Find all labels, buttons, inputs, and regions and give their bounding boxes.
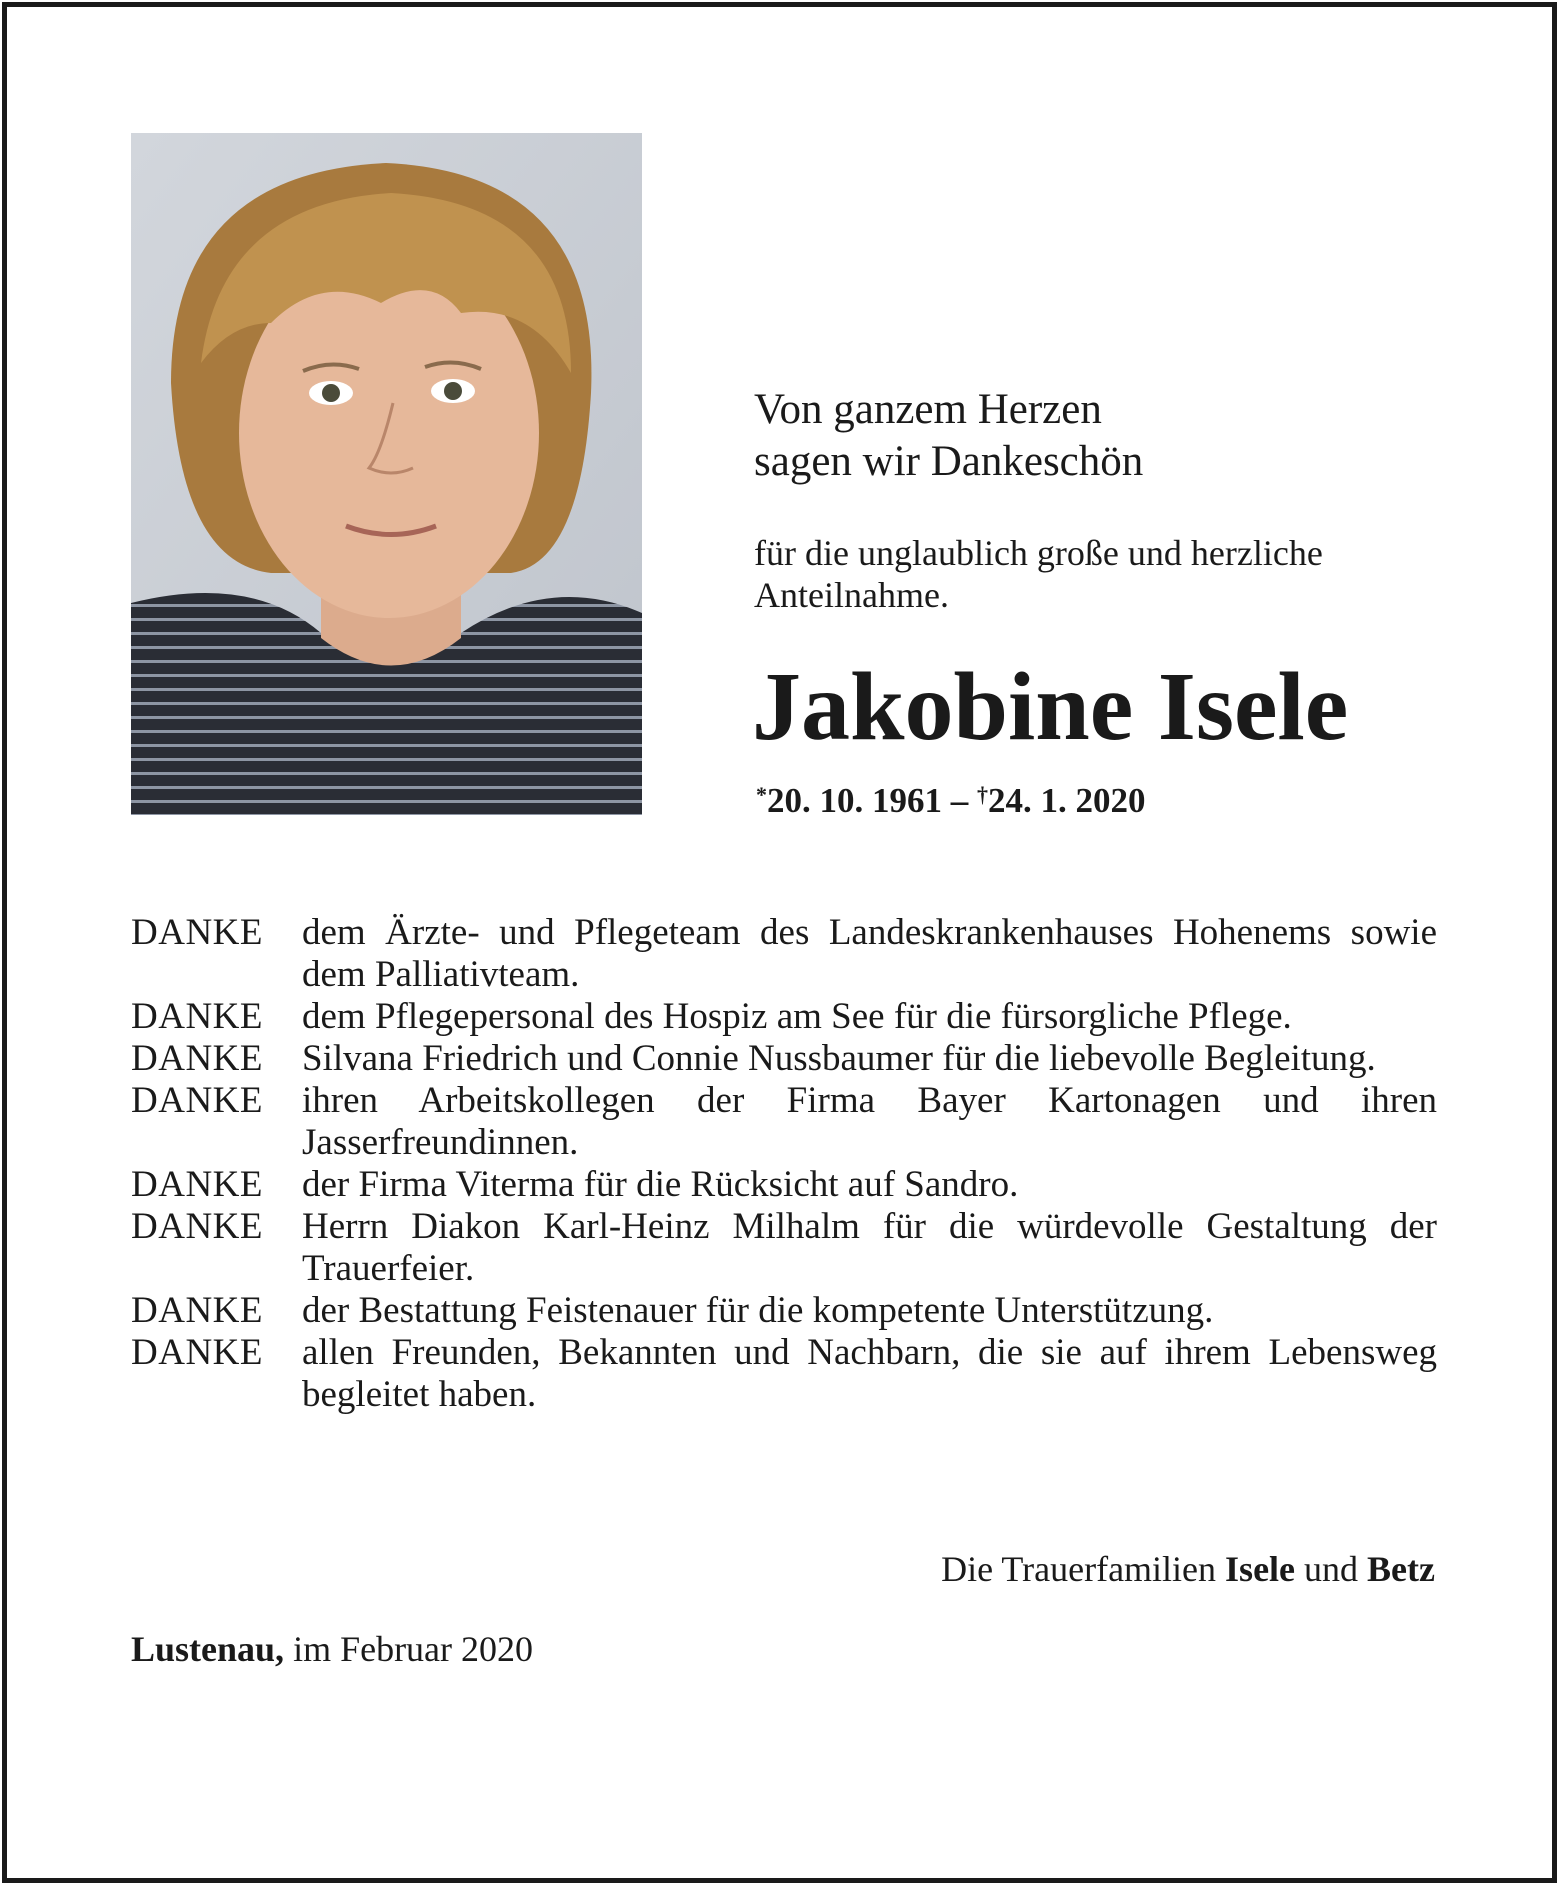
signoff-prefix: Die Trauerfamilien bbox=[941, 1549, 1226, 1589]
sub-line-2: Anteilnahme. bbox=[754, 575, 949, 615]
thanks-keyword: DANKE bbox=[131, 996, 263, 1037]
thanks-text: der Bestattung Feistenauer für die kompetente Unterstützung. bbox=[302, 1290, 1214, 1331]
intro-heading bbox=[754, 384, 1454, 488]
thanks-text: ihren Arbeitskollegen der Firma Bayer Kartonagen und ihren Jasserfreundinnen. bbox=[302, 1080, 1437, 1163]
thanks-keyword: DANKE bbox=[131, 1038, 263, 1079]
thanks-row bbox=[131, 1206, 1437, 1290]
thanks-keyword: DANKE bbox=[131, 1332, 263, 1373]
thanks-text: der Firma Viterma für die Rücksicht auf Sandro. bbox=[302, 1164, 1019, 1205]
thanks-keyword: DANKE bbox=[131, 1164, 263, 1205]
death-symbol: † bbox=[977, 782, 988, 807]
birth-symbol: * bbox=[756, 782, 767, 807]
death-date: 24. 1. 2020 bbox=[988, 781, 1146, 820]
thanks-row bbox=[131, 1080, 1437, 1164]
portrait-photo bbox=[131, 133, 642, 815]
thanks-row bbox=[131, 1332, 1437, 1416]
thanks-keyword: DANKE bbox=[131, 1206, 263, 1247]
thanks-row bbox=[131, 912, 1437, 996]
sub-heading bbox=[754, 532, 1454, 616]
thanks-list bbox=[131, 912, 1437, 1416]
thanks-row bbox=[131, 1290, 1437, 1332]
intro-line-1: Von ganzem Herzen bbox=[754, 386, 1102, 433]
thanks-text: dem Pflegepersonal des Hospiz am See für die fürsorgliche Pflege. bbox=[302, 996, 1292, 1037]
thanks-keyword: DANKE bbox=[131, 1290, 263, 1331]
thanks-row bbox=[131, 1038, 1437, 1080]
date-separator: – bbox=[942, 781, 977, 820]
family-name-2: Betz bbox=[1367, 1549, 1435, 1589]
place-town: Lustenau, bbox=[131, 1629, 285, 1669]
place-month: im Februar 2020 bbox=[284, 1629, 534, 1669]
life-dates bbox=[756, 780, 1146, 822]
thanks-text: Silvana Friedrich und Connie Nussbaumer für die liebevolle Begleitung. bbox=[302, 1038, 1376, 1079]
thanks-keyword: DANKE bbox=[131, 912, 263, 953]
family-signoff bbox=[941, 1548, 1435, 1590]
family-name-1: Isele bbox=[1225, 1549, 1296, 1589]
sub-line-1: für die unglaublich große und herzliche bbox=[754, 533, 1323, 573]
thanks-text: Herrn Diakon Karl-Heinz Milhalm für die würdevolle Gestaltung der Trauerfeier. bbox=[302, 1206, 1437, 1289]
signoff-middle: und bbox=[1295, 1549, 1368, 1589]
intro-line-2: sagen wir Dankeschön bbox=[754, 438, 1144, 485]
place-date bbox=[131, 1628, 533, 1670]
thanks-text: allen Freunden, Bekannten und Nachbarn, die sie auf ihrem Lebensweg begleitet haben. bbox=[302, 1332, 1437, 1415]
thanks-row bbox=[131, 996, 1437, 1038]
thanks-keyword: DANKE bbox=[131, 1080, 263, 1121]
deceased-name: Jakobine Isele bbox=[752, 653, 1349, 761]
thanks-row bbox=[131, 1164, 1437, 1206]
birth-date: 20. 10. 1961 bbox=[767, 781, 942, 820]
thanks-text: dem Ärzte- und Pflegeteam des Landeskrankenhauses Hohenems sowie dem Palliativteam. bbox=[302, 912, 1437, 995]
